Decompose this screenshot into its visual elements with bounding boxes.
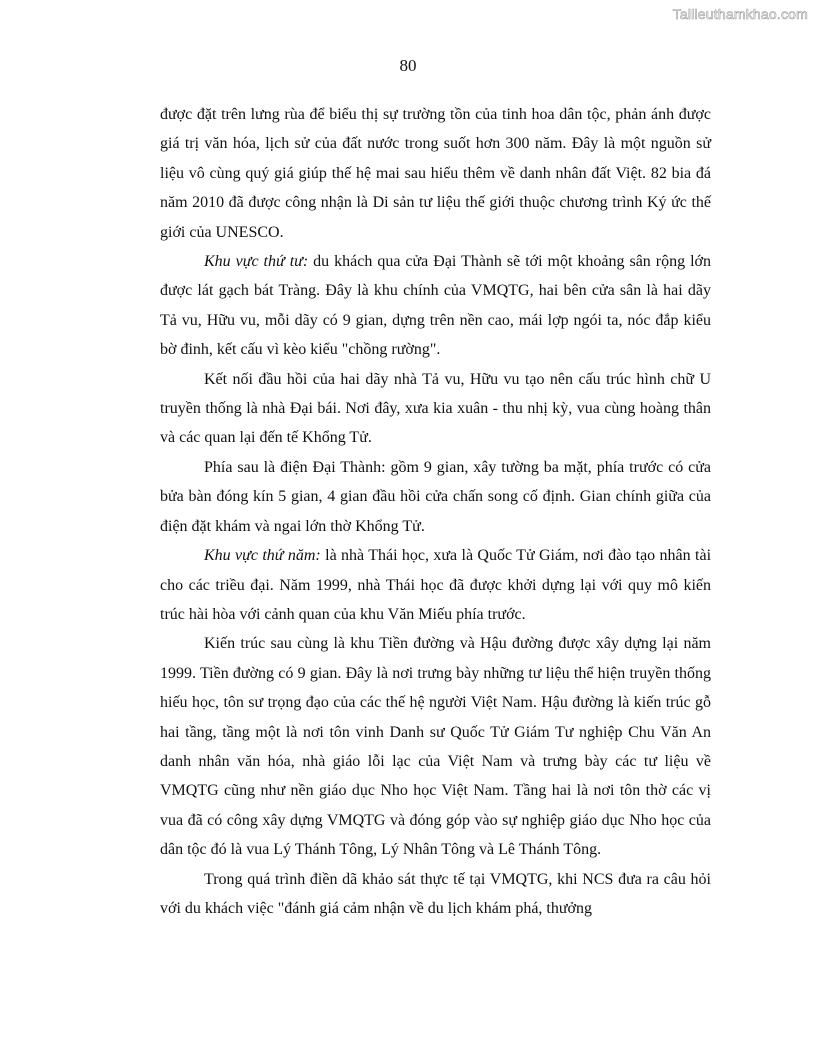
paragraph-7 [160, 865, 711, 924]
paragraph-1 [160, 100, 711, 247]
paragraph-text: du khách qua cửa Đại Thành sẽ tới một khoảng sân rộng lớn được lát gạch bát Tràng. Đây là khu chính của VMQTG, hai bên cửa sân là hai dãy Tả vu, Hữu vu, mỗi dãy có 9 gian, dựng trên nền cao, mái lợp ngói ta, nóc đắp kiểu bờ đinh, kết cấu vì kèo kiểu "chồng rường". [160, 253, 711, 359]
paragraph-3 [160, 365, 711, 453]
watermark: Tailieuthamkhao.com [672, 6, 808, 22]
page-number: 80 [399, 56, 417, 75]
paragraph-text: Phía sau là điện Đại Thành: gồm 9 gian, xây tường ba mặt, phía trước có cửa bửa bàn đóng kín 5 gian, 4 gian đầu hồi cửa chấn song cố định. Gian chính giữa của điện đặt khám và ngai lớn thờ Khổng Tử. [160, 458, 711, 535]
paragraph-5 [160, 541, 711, 629]
paragraph-text: là nhà Thái học, xưa là Quốc Tử Giám, nơi đào tạo nhân tài cho các triều đại. Năm 1999, nhà Thái học đã được khởi dựng lại với quy mô kiến trúc hài hòa với cảnh quan của khu Văn Miếu phía trước. [160, 547, 712, 623]
paragraph-text: Kết nối đầu hồi của hai dãy nhà Tả vu, Hữu vu tạo nên cấu trúc hình chữ U truyền thống là nhà Đại bái. Nơi đây, xưa kia xuân - thu nhị kỳ, vua cùng hoàng thân và các quan lại đến tế Khổng Tử. [160, 370, 711, 447]
paragraph-2 [160, 247, 711, 365]
paragraph-text: Trong quá trình điền dã khảo sát thực tế tại VMQTG, khi NCS đưa ra câu hỏi với du khách việc "đánh giá cảm nhận về du lịch khám phá, thưởng [160, 870, 711, 917]
paragraph-text: được đặt trên lưng rùa để biểu thị sự trường tồn của tinh hoa dân tộc, phản ánh được giá trị văn hóa, lịch sử của đất nước trong suốt hơn 300 năm. Đây là một nguồn sử liệu vô cùng quý giá giúp thế hệ mai sau hiểu thêm về danh nhân đất Việt. 82 bia đá năm 2010 đã được công nhận là Di sản tư liệu thế giới thuộc chương trình Ký ức thế giới của UNESCO. [160, 106, 711, 241]
paragraph-4 [160, 453, 711, 541]
section-lead: Khu vực thứ tư: [204, 253, 309, 271]
page-body [160, 100, 711, 923]
paragraph-6 [160, 629, 711, 864]
section-lead: Khu vực thứ năm: [204, 547, 321, 565]
paragraph-text: Kiến trúc sau cùng là khu Tiền đường và Hậu đường được xây dựng lại năm 1999. Tiền đường có 9 gian. Đây là nơi trưng bày những tư liệu thể hiện truyền thống hiếu học, tôn sư trọng đạo của các thế hệ người Việt Nam. Hậu đường là kiến trúc gỗ hai tầng, tầng một là nơi tôn vinh Danh sư Quốc Tử Giám Tư nghiệp Chu Văn An danh nhân văn hóa, nhà giáo lỗi lạc của Việt Nam và trưng bày các tư liệu về VMQTG cũng như nền giáo dục Nho học Việt Nam. Tầng hai là nơi tôn thờ các vị vua đã có công xây dựng VMQTG và đóng góp vào sự nghiệp giáo dục Nho học của dân tộc đó là vua Lý Thánh Tông, Lý Nhân Tông và Lê Thánh Tông. [160, 635, 711, 859]
